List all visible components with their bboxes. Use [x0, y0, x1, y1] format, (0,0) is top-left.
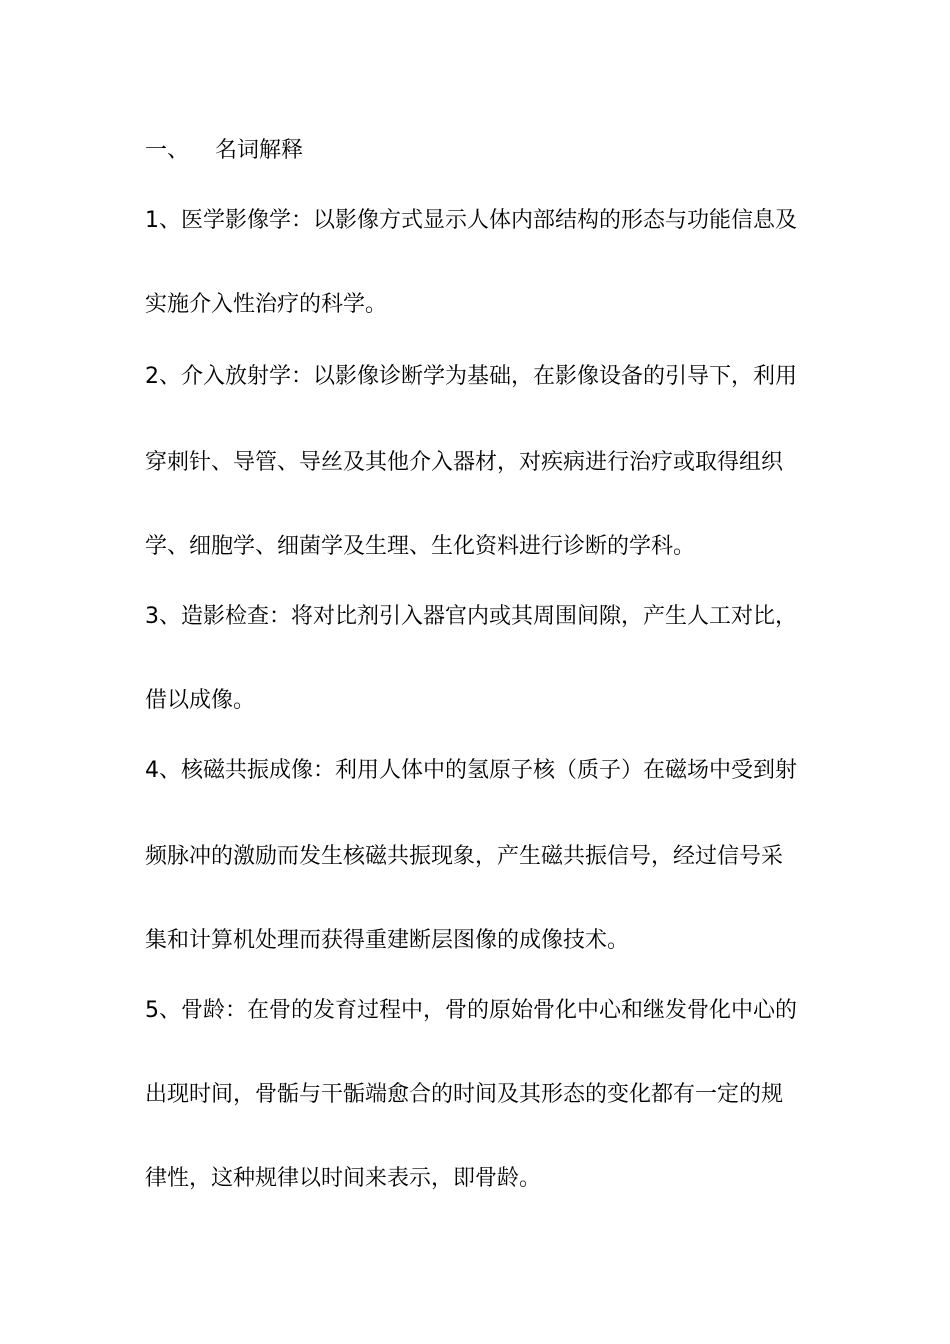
term-4-line-1: 4、核磁共振成像：利用人体中的氢原子核（质子）在磁场中受到射 [145, 758, 797, 783]
term-2-line-2: 穿刺针、导管、导丝及其他介入器材，对疾病进行治疗或取得组织 [145, 450, 784, 475]
term-3-line-1: 3、造影检查：将对比剂引入器官内或其周围间隙，产生人工对比， [145, 604, 797, 629]
term-5-line-1: 5、骨龄：在骨的发育过程中，骨的原始骨化中心和继发骨化中心的 [145, 998, 797, 1023]
section-heading [145, 136, 303, 166]
section-number: 一、 [145, 138, 190, 163]
term-4-line-2: 频脉冲的激励而发生核磁共振现象，产生磁共振信号，经过信号采 [145, 844, 784, 869]
term-2-line-1: 2、介入放射学：以影像诊断学为基础，在影像设备的引导下，利用 [145, 364, 797, 389]
term-1-line-2: 实施介入性治疗的科学。 [145, 292, 388, 317]
term-2-line-3: 学、细胞学、细菌学及生理、生化资料进行诊断的学科。 [145, 534, 696, 559]
term-1-line-1: 1、医学影像学：以影像方式显示人体内部结构的形态与功能信息及 [145, 208, 797, 233]
term-3-line-2: 借以成像。 [145, 688, 256, 713]
term-5-line-3: 律性，这种规律以时间来表示，即骨龄。 [145, 1166, 542, 1191]
term-4-line-3: 集和计算机处理而获得重建断层图像的成像技术。 [145, 928, 630, 953]
section-title: 名词解释 [215, 138, 304, 163]
term-5-line-2: 出现时间，骨骺与干骺端愈合的时间及其形态的变化都有一定的规 [145, 1082, 784, 1107]
